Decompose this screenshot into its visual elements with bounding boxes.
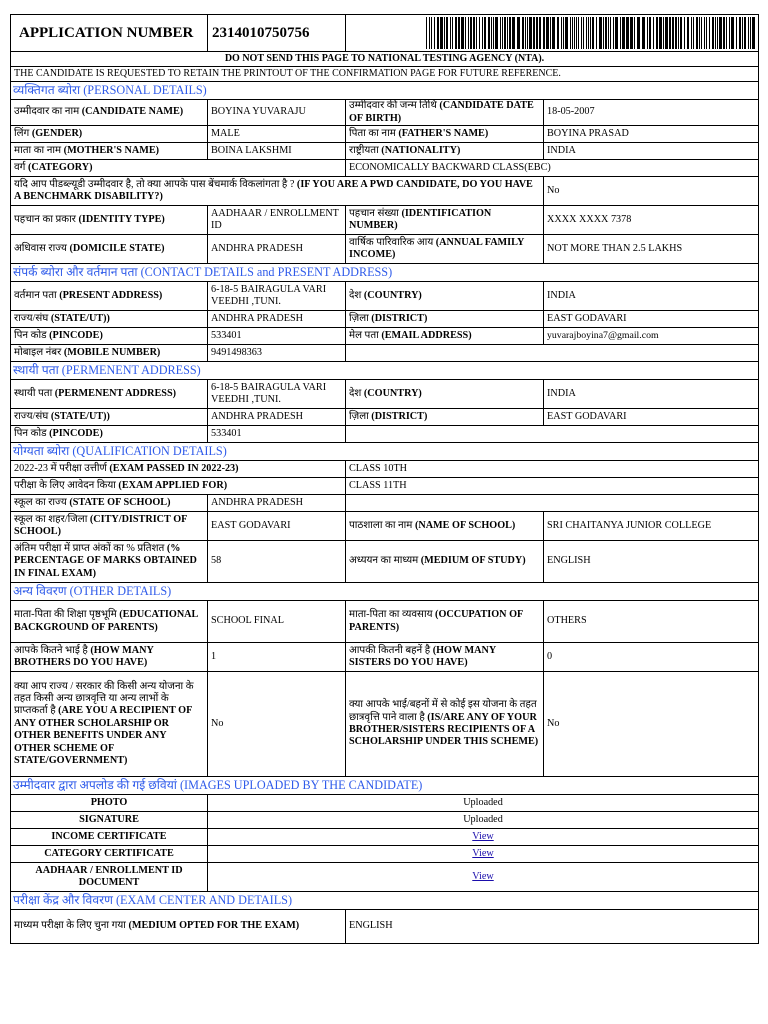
row-exam-medium: [11, 910, 759, 944]
perm-pincode-value: 533401: [208, 426, 346, 443]
present-address-label-hi: वर्तमान पता: [14, 289, 57, 301]
income-certificate-label: INCOME CERTIFICATE: [11, 829, 208, 846]
brothers-label-hi: आपके कितने भाई है: [14, 644, 88, 656]
parents-education-label-hi: माता-पिता की शिक्षा पृष्ठभूमि: [14, 609, 117, 621]
row-aadhaar-document: [11, 863, 759, 892]
nationality-value: INDIA: [544, 143, 759, 160]
mother-value: BOINA LAKSHMI: [208, 143, 346, 160]
pincode-label-hi: पिन कोड: [14, 329, 47, 341]
school-city-label-hi: स्कूल का शहर/जिला: [14, 513, 88, 525]
percentage-label-en: (% PERCENTAGE OF MARKS OBTAINED IN FINAL EXAM): [14, 542, 197, 579]
idnum-label-hi: पहचान संख्या: [349, 207, 399, 219]
perm-state-label-hi: राज्य/संघ: [14, 410, 49, 422]
dob-value: 18-05-2007: [544, 100, 759, 126]
candidate-name-value: BOYINA YUVARAJU: [208, 100, 346, 126]
scholarship-value: No: [208, 672, 346, 777]
section-title-hi: अन्य विवरण: [13, 584, 67, 599]
gender-label-en: (GENDER): [31, 127, 83, 139]
row-income-certificate: [11, 829, 759, 846]
medium-label-hi: अध्ययन का माध्यम: [349, 555, 419, 567]
pwd-label-en: (IF YOU ARE A PWD CANDIDATE, DO YOU HAVE A BENCHMARK DISABILITY?): [14, 178, 533, 202]
parents-occupation-label-en: (OCCUPATION OF PARENTS): [349, 609, 523, 633]
section-title-en: (QUALIFICATION DETAILS): [72, 444, 227, 459]
income-certificate-view-link[interactable]: View: [472, 830, 494, 842]
idtype-label-en: (IDENTITY TYPE): [78, 213, 165, 225]
category-certificate-view-link[interactable]: View: [472, 847, 494, 859]
row-present-pincode: [11, 328, 759, 345]
section-permanent-address: [11, 362, 759, 380]
idtype-value: AADHAAR / ENROLLMENT ID: [208, 206, 346, 235]
section-title-en: (PERSONAL DETAILS): [83, 83, 207, 98]
section-qualification-details: [11, 443, 759, 461]
section-title-en: (EXAM CENTER AND DETAILS): [115, 893, 292, 908]
row-school-state: [11, 495, 759, 512]
row-present-address: [11, 282, 759, 311]
father-label-hi: पिता का नाम: [349, 127, 396, 139]
permanent-address-label-hi: स्थायी पता: [14, 387, 53, 399]
row-signature: [11, 812, 759, 829]
permanent-address-label-en: (PERMENENT ADDRESS): [54, 387, 177, 399]
barcode-cell: [346, 15, 759, 52]
school-state-label-en: (STATE OF SCHOOL): [69, 496, 171, 508]
brothers-value: 1: [208, 643, 346, 672]
row-gender: [11, 126, 759, 143]
barcode-icon: [426, 17, 756, 49]
section-title-hi: व्यक्तिगत ब्योरा: [13, 83, 81, 98]
percentage-value: 58: [208, 541, 346, 583]
row-category: [11, 160, 759, 177]
idnum-value: XXXX XXXX 7378: [544, 206, 759, 235]
row-permanent-state: [11, 409, 759, 426]
exam-applied-value: CLASS 11TH: [346, 478, 759, 495]
exam-medium-label-en: (MEDIUM OPTED FOR THE EXAM): [128, 920, 300, 932]
father-label-en: (FATHER'S NAME): [398, 127, 489, 139]
perm-pincode-label-hi: पिन कोड: [14, 427, 47, 439]
row-parents-education: [11, 601, 759, 643]
income-value: NOT MORE THAN 2.5 LAKHS: [544, 235, 759, 264]
scholarship-label-en: (ARE YOU A RECIPIENT OF ANY OTHER SCHOLARSHIP OR OTHER BENEFITS UNDER ANY OTHER SCHEME OF STATE/GOVERNMENT): [14, 705, 192, 767]
school-city-label-en: (CITY/DISTRICT OF SCHOOL): [14, 513, 187, 537]
section-exam-center: [11, 892, 759, 910]
income-label-en: (ANNUAL FAMILY INCOME): [349, 236, 524, 260]
email-value: yuvarajboyina7@gmail.com: [544, 328, 759, 345]
row-siblings: [11, 643, 759, 672]
header-row: [11, 15, 759, 52]
district-label-en: (DISTRICT): [371, 312, 428, 324]
email-label-en: (EMAIL ADDRESS): [381, 329, 472, 341]
section-title-hi: योग्यता ब्योरा: [13, 444, 70, 459]
category-value: ECONOMICALLY BACKWARD CLASS(EBC): [346, 160, 759, 177]
mother-label-hi: माता का नाम: [14, 144, 62, 156]
row-permanent-address: [11, 380, 759, 409]
section-title-hi: उम्मीदवार द्वारा अपलोड की गई छवियां: [13, 778, 177, 793]
parents-occupation-label-hi: माता-पिता का व्यवसाय: [349, 609, 433, 621]
perm-country-label-en: (COUNTRY): [363, 387, 422, 399]
permanent-address-value: 6-18-5 BAIRAGULA VARI VEEDHI ,TUNI.: [208, 380, 346, 409]
exam-medium-label-hi: माध्यम परीक्षा के लिए चुना गया: [14, 920, 126, 932]
row-pwd: [11, 177, 759, 206]
section-other-details: [11, 583, 759, 601]
school-state-label-hi: स्कूल का राज्य: [14, 496, 67, 508]
sisters-value: 0: [544, 643, 759, 672]
section-title-hi: स्थायी पता: [13, 363, 59, 378]
parents-education-label-en: (EDUCATIONAL BACKGROUND OF PARENTS): [14, 609, 198, 633]
domicile-label-hi: अधिवास राज्य: [14, 242, 67, 254]
candidate-name-label-en: (CANDIDATE NAME): [81, 106, 184, 118]
nationality-label-hi: राष्ट्रीयता: [349, 144, 379, 156]
candidate-name-label-hi: उम्मीदवार का नाम: [14, 106, 80, 118]
photo-label: PHOTO: [11, 795, 208, 812]
section-title-en: (PERMENENT ADDRESS): [61, 363, 201, 378]
country-label-hi: देश: [349, 289, 362, 301]
application-number-label: APPLICATION NUMBER: [11, 15, 208, 52]
exam-applied-label-hi: परीक्षा के लिए आवेदन किया: [14, 479, 116, 491]
school-name-label-en: (NAME OF SCHOOL): [414, 519, 516, 531]
section-title-en: (OTHER DETAILS): [69, 584, 172, 599]
scholarship-label-hi: क्या आप राज्य / सरकार की किसी अन्य योजना के तहत किसी अन्य छात्रवृत्ति या अन्य लाभों के प्राप्तकर्ता है: [14, 680, 194, 717]
row-scholarship: [11, 672, 759, 777]
gender-label-hi: लिंग: [14, 127, 30, 139]
row-exam-passed: [11, 461, 759, 478]
perm-state-label-en: (STATE/UT)): [50, 410, 110, 422]
medium-label-en: (MEDIUM OF STUDY): [420, 555, 526, 567]
confirmation-table: [10, 14, 759, 944]
confirmation-page: [10, 0, 758, 944]
email-label-hi: मेल पता: [349, 329, 379, 341]
school-name-value: SRI CHAITANYA JUNIOR COLLEGE: [544, 512, 759, 541]
perm-district-value: EAST GODAVARI: [544, 409, 759, 426]
photo-status: Uploaded: [208, 795, 759, 812]
school-name-label-hi: पाठशाला का नाम: [349, 519, 413, 531]
domicile-value: ANDHRA PRADESH: [208, 235, 346, 264]
row-photo: [11, 795, 759, 812]
district-label-hi: ज़िला: [349, 312, 369, 324]
father-value: BOYINA PRASAD: [544, 126, 759, 143]
section-personal-details: [11, 82, 759, 100]
pwd-label-hi: यदि आप पीडब्ल्यूडी उम्मीदवार है, तो क्या आपके पास बेंचमार्क विकलांगता है ?: [14, 178, 295, 190]
income-label-hi: वार्षिक पारिवारिक आय: [349, 236, 434, 248]
mother-label-en: (MOTHER'S NAME): [63, 144, 160, 156]
perm-pincode-label-en: (PINCODE): [49, 427, 103, 439]
perm-district-label-en: (DISTRICT): [371, 410, 428, 422]
idtype-label-hi: पहचान का प्रकार: [14, 213, 76, 225]
state-value: ANDHRA PRADESH: [208, 311, 346, 328]
notice-row-2: [11, 67, 759, 82]
domicile-label-en: (DOMICILE STATE): [69, 242, 165, 254]
country-value: INDIA: [544, 282, 759, 311]
section-title-hi: संपर्क ब्योरा और वर्तमान पता: [13, 265, 138, 280]
aadhaar-document-label: AADHAAR / ENROLLMENT ID DOCUMENT: [11, 863, 208, 892]
application-number-value: 2314010750756: [208, 15, 346, 52]
district-value: EAST GODAVARI: [544, 311, 759, 328]
row-mobile: [11, 345, 759, 362]
mobile-label-hi: मोबाइल नंबर: [14, 346, 62, 358]
sisters-label-hi: आपकी कितनी बहनें है: [349, 644, 431, 656]
sibling-scholarship-label-hi: क्या आपके भाई/बहनों में से कोई इस योजना के तहत छात्रवृत्ति पाने वाला है: [349, 699, 537, 723]
row-exam-applied: [11, 478, 759, 495]
section-images-uploaded: [11, 777, 759, 795]
perm-country-value: INDIA: [544, 380, 759, 409]
school-state-value: ANDHRA PRADESH: [208, 495, 346, 512]
section-title-hi: परीक्षा केंद्र और विवरण: [13, 893, 113, 908]
row-candidate-name: [11, 100, 759, 126]
perm-district-label-hi: ज़िला: [349, 410, 369, 422]
school-city-value: EAST GODAVARI: [208, 512, 346, 541]
mobile-value: 9491498363: [208, 345, 346, 362]
perm-state-value: ANDHRA PRADESH: [208, 409, 346, 426]
section-title-en: (CONTACT DETAILS and PRESENT ADDRESS): [140, 265, 393, 280]
row-mother: [11, 143, 759, 160]
parents-education-value: SCHOOL FINAL: [208, 601, 346, 643]
exam-passed-label-hi: 2022-23 में परीक्षा उत्तीर्ण: [14, 462, 107, 474]
row-identity: [11, 206, 759, 235]
state-label-hi: राज्य/संघ: [14, 312, 49, 324]
exam-applied-label-en: (EXAM APPLIED FOR): [118, 479, 228, 491]
pincode-label-en: (PINCODE): [49, 329, 103, 341]
present-address-value: 6-18-5 BAIRAGULA VARI VEEDHI ,TUNI.: [208, 282, 346, 311]
exam-passed-value: CLASS 10TH: [346, 461, 759, 478]
country-label-en: (COUNTRY): [363, 289, 422, 301]
row-school-city: [11, 512, 759, 541]
row-present-state: [11, 311, 759, 328]
category-label-hi: वर्ग: [14, 161, 26, 173]
parents-occupation-value: OTHERS: [544, 601, 759, 643]
section-title-en: (IMAGES UPLOADED BY THE CANDIDATE): [179, 778, 423, 793]
brothers-label-en: (HOW MANY BROTHERS DO YOU HAVE): [14, 644, 154, 668]
do-not-send-notice: DO NOT SEND THIS PAGE TO NATIONAL TESTING AGENCY (NTA).: [11, 52, 759, 67]
pincode-value: 533401: [208, 328, 346, 345]
state-label-en: (STATE/UT)): [50, 312, 110, 324]
row-category-certificate: [11, 846, 759, 863]
exam-passed-label-en: (EXAM PASSED IN 2022-23): [109, 462, 239, 474]
nationality-label-en: (NATIONALITY): [381, 144, 461, 156]
row-domicile: [11, 235, 759, 264]
notice-row-1: [11, 52, 759, 67]
section-contact-details: [11, 264, 759, 282]
pwd-value: No: [544, 177, 759, 206]
idnum-label-en: (IDENTIFICATION NUMBER): [349, 207, 492, 231]
present-address-label-en: (PRESENT ADDRESS): [59, 289, 163, 301]
signature-status: Uploaded: [208, 812, 759, 829]
category-label-en: (CATEGORY): [27, 161, 93, 173]
dob-label-en: (CANDIDATE DATE OF BIRTH): [349, 100, 534, 124]
signature-label: SIGNATURE: [11, 812, 208, 829]
sibling-scholarship-label-en: (IS/ARE ANY OF YOUR BROTHER/SISTERS RECIPIENTS OF A SCHOLARSHIP UNDER THIS SCHEME): [349, 711, 539, 748]
medium-value: ENGLISH: [544, 541, 759, 583]
percentage-label-hi: अंतिम परीक्षा में प्राप्त अंकों का % प्रतिशत: [14, 542, 165, 554]
dob-label-hi: उम्मीदवार की जन्म तिथि: [349, 100, 437, 112]
row-permanent-pincode: [11, 426, 759, 443]
mobile-label-en: (MOBILE NUMBER): [63, 346, 161, 358]
gender-value: MALE: [208, 126, 346, 143]
retain-notice: THE CANDIDATE IS REQUESTED TO RETAIN THE PRINTOUT OF THE CONFIRMATION PAGE FOR FUTURE REFERENCE.: [11, 67, 759, 82]
perm-country-label-hi: देश: [349, 387, 362, 399]
sibling-scholarship-value: No: [544, 672, 759, 777]
category-certificate-label: CATEGORY CERTIFICATE: [11, 846, 208, 863]
exam-medium-value: ENGLISH: [346, 910, 759, 944]
aadhaar-document-view-link[interactable]: View: [472, 870, 494, 882]
sisters-label-en: (HOW MANY SISTERS DO YOU HAVE): [349, 644, 496, 668]
row-percentage: [11, 541, 759, 583]
